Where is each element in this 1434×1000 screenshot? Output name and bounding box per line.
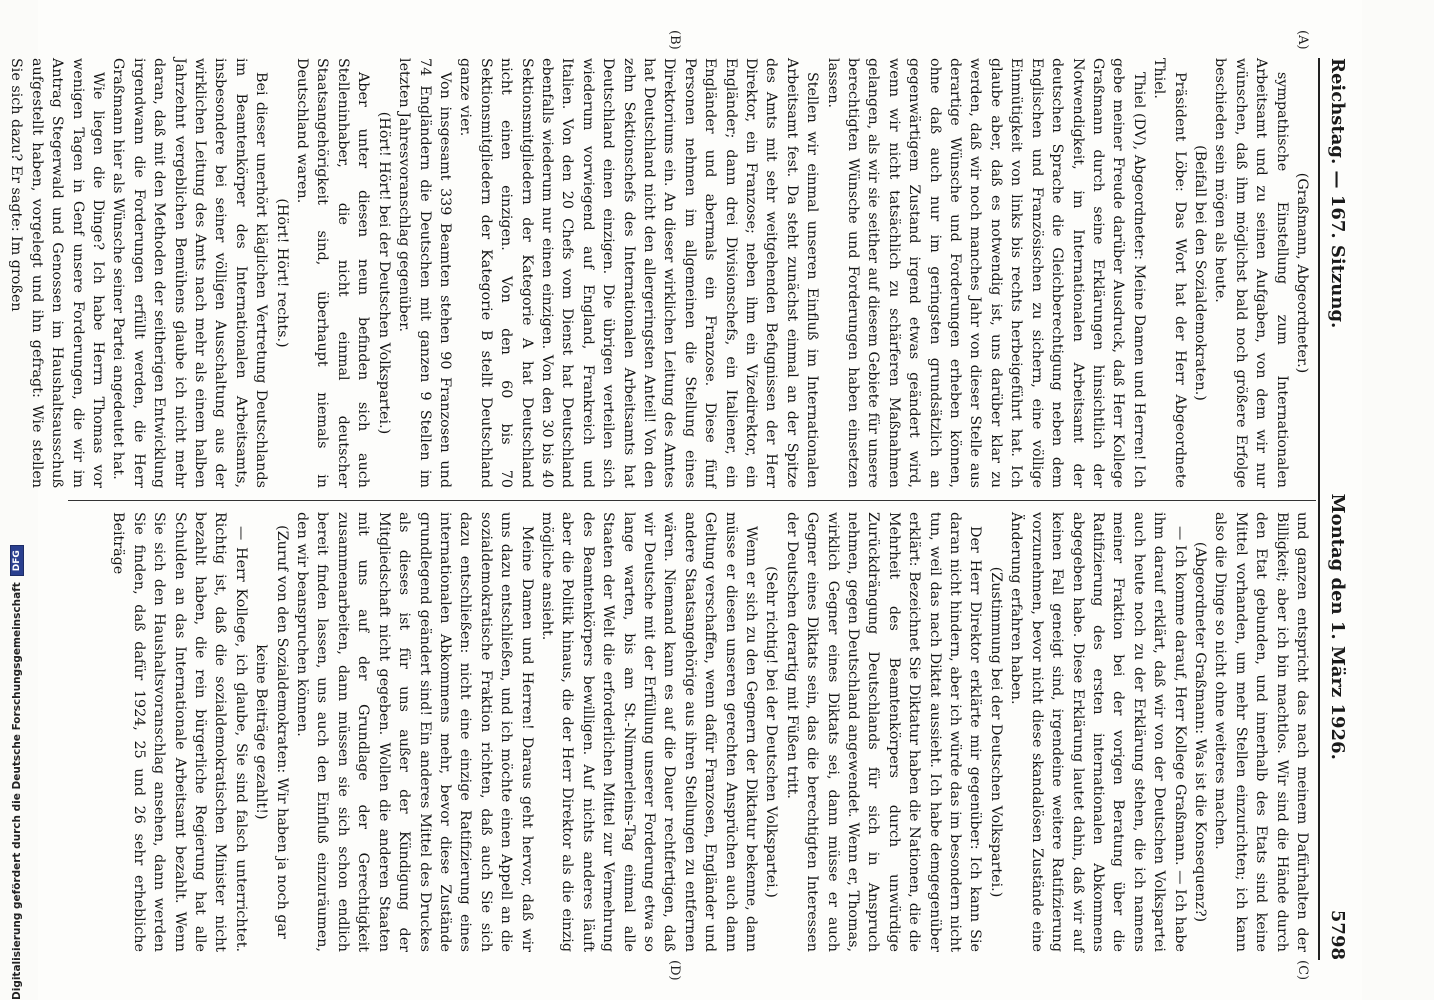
paragraph: Wie liegen die Dinge? Ich habe Herrn Thomas vor wenigen Tagen in Genf unsere Forderungen, die wir im Antrag Stegerwald und Genossen im Haushaltsausschuß aufgestellt haben, vorgelegt und ihn gefragt: Wie stellen Sie sich dazu? Er sagte: Im großen	[8, 58, 107, 488]
interjection: (Hört! Hört! bei der Deutschen Volkspartei.)	[375, 111, 392, 435]
paragraph: Thiel (DV), Abgeordneter: Meine Damen und Herren! Ich gebe meiner Freude darüber Ausdruck, daß Herr Kollege Graßmann durch seine Erklärungen hinsichtlich der Notwendigkeit, im Internationalen Arbeitsamt der deutschen Sprache die Gleichberechtigung neben dem Englischen und Französischen zu sichern, eine völlige Einmütigkeit von links bis rechts herbeigeführt hat. Ich glaube aber, daß es notwendig ist, uns darüber klar zu werden, daß wir noch manches Jahr von dieser Stelle aus derartige Wünsche und Forderungen erheben können, ohne daß auch nur im geringsten grundsätzlich an gegenwärtigem Zustand irgend etwas geändert wird, wenn wir nicht tatsächlich zu schärferen Maßnahmen gelangen, als wir sie seither auf diesem Gebiete für unsere berechtigten Wünsche und Forderungen haben einsetzen lassen.	[824, 58, 1147, 488]
page-number: 5798	[1327, 909, 1348, 960]
paragraph: Der Herr Direktor erklärte mir gegenüber: Ich kann Sie daran nicht hindern, aber ich würde das im besondern nicht tun, weil das nach Diktat aussieht. Ich habe demgegenüber erklärt: Bezeichnet Sie Diktatur haben die Nationen, die die Mehrheit des Beamtenkörpers durch unwürdige Zurückdrängung Deutschlands für sich in Anspruch nehmen, gegen Deutschland angewendet. Wenn er, Thomas, wirklich Gegner eines Diktats sei, dann müsse er auch Gegner eines Diktats sein, das die berechtigten Interessen der Deutschen derartig mit Füßen tritt.	[783, 512, 984, 952]
speaker-continuation: (Graßmann, Abgeordneter.)	[1294, 172, 1310, 374]
paragraph: Von insgesamt 339 Beamten stehen 90 Franzosen und 74 Engländern die Deutschen mit ganzen 9 Stellen im letzten Jahresvoranschlag gegenüber.	[396, 58, 453, 488]
margin-mark-c: (C)	[1295, 960, 1310, 981]
interjection: (Abgeordneter Graßmann: Was ist die Konsequenz?)	[1191, 541, 1208, 923]
paragraph: Aber unter diesen neun befinden sich auch Stelleninhaber, die nicht einmal deutscher Staatsangehörigkeit sind, überhaupt niemals in Deutschland waren.	[294, 58, 372, 488]
interjection: (Beifall bei den Sozialdemokraten.)	[1191, 145, 1208, 401]
left-column	[8, 58, 1312, 488]
paragraph: Stellen wir einmal unseren Einfluß im Internationalen Arbeitsamt fest. Da steht zunächst einmal an der Spitze des Amts mit sehr weitgehenden Befugnissen der Herr Direktor, ein Franzose; neben ihm ein Vizedirektor, ein Engländer; dann drei Divisionschefs, ein Italiener, ein Engländer und abermals ein Franzose. Diese fünf Personen nehmen im allgemeinen die Stellung eines Direktoriums ein. An dieser wirklichen Leitung des Amtes hat Deutschland nicht den allergeringsten Anteil! Von den zehn Sektionschefs des Internationalen Arbeitsamts hat Deutschland einen einzigen. Die übrigen verteilen sich wiederum vorwiegend auf England, Frankreich und Italien. Von den 20 Chefs vom Dienst hat Deutschland ebenfalls wiederum nur einen einzigen. Von den 30 bis 40 Sektionsmitgliedern der Kategorie A hat Deutschland nicht einen einzigen. Von den 60 bis 70 Sektionsmitgliedern der Kategorie B stellt Deutschland ganze vier.	[457, 58, 821, 488]
paragraph: — Ich komme darauf, Herr Kollege Graßmann. — Ich habe ihm darauf erklärt, daß wir von der Deutschen Volkspartei auch heute noch zu der Erklärung stehen, die ich namens meiner Fraktion bei der vorigen Beratung über die Ratifizierung des ersten internationalen Abkommens abgegeben habe. Diese Erklärung lautet dahin, daß wir auf keinen Fall geneigt sind, irgendeine weitere Ratifizierung vorzunehmen, bevor nicht diese skandalösen Zustände eine Änderung erfahren haben.	[1008, 512, 1188, 952]
paragraph: sympathische Einstellung zum Internationalen Arbeitsamt und zu seinen Aufgaben, von dem wir nur wünschen, daß ihm möglichst bald noch größere Erfolge beschieden sein mögen als heute.	[1212, 58, 1290, 488]
dfg-logo: DFG	[10, 545, 24, 576]
header-right	[1327, 494, 1348, 960]
page-header	[1322, 58, 1348, 960]
header-date: Montag den 1. März 1926.	[1327, 493, 1348, 760]
interjection: (Sehr richtig! bei der Deutschen Volkspartei.)	[763, 566, 780, 898]
right-column	[58, 512, 1312, 952]
paragraph: — Herr Kollege, ich glaube, Sie sind falsch unterrichtet. Richtig ist, daß die sozialdemokratischen Minister nicht bezahlt haben, die rein bürgerliche Regierung hat alle Schulden an das Internationale Arbeitsamt bezahlt. Wenn Sie sich den Haushaltsvoranschlag ansehen, dann werden Sie finden, daß dafür 1924, 25 und 26 sehr erhebliche Beiträge	[110, 512, 249, 952]
paragraph: Präsident Löbe: Das Wort hat der Herr Abgeordnete Thiel.	[1151, 58, 1188, 488]
paragraph: Bei dieser unerhört kläglichen Vertretung Deutschlands im Beamtenkörper des Internationalen Arbeitsamts, insbesondere bei seiner völligen Ausschaltung aus der wirklichen Leitung des Amts nach mehr als einem halben Jahrzehnt vergeblichen Bemühens glaube ich nicht mehr daran, daß mit den Methoden der seitherigen Entwicklung irgendwann die Forderungen erfüllt werden, die Herr Graßmann hier als Wünsche seiner Partei angedeutet hat.	[110, 58, 270, 488]
paragraph: Meine Damen und Herren! Daraus geht hervor, daß wir uns dazu entschließen, und ich möchte einen Appell an die sozialdemokratische Fraktion richten, daß auch Sie sich dazu entschließen: nicht eine einzige Ratifizierung eines internationalen Abkommens mehr, bevor diese Zustände grundlegend geändert sind! Ein anderes Mittel des Druckes als dieses ist für uns außer der Kündigung der Mitgliedschaft nicht gegeben. Wollen die anderen Staaten mit uns auf der Grundlage der Gerechtigkeit zusammenarbeiten, dann müssen sie sich schon endlich bereit finden lassen, uns auch den Einfluß einzuräumen, den wir beanspruchen können.	[294, 512, 535, 952]
margin-mark-a: (A)	[1295, 30, 1310, 50]
interjection: (Zuruf von den Sozialdemokraten: Wir haben ja noch gar keine Beiträge gezahlt!)	[253, 525, 290, 939]
paragraph: Wenn er sich zu den Gegnern der Diktatur bekenne, dann müsse er diesen unseren gerechten Ansprüchen auch dann Geltung verschaffen, wenn dafür Franzosen, Engländer und andere Staatsangehörige aus ihren Stellungen zu entfernen wären. Niemand kann es auf die Dauer rechtfertigen, daß wir Deutsche mit der Erfüllung unserer Forderung etwa so lange warten, bis am St.-Nimmerleins-Tag einmal alle Staaten der Welt die erforderlichen Mittel zur Vermehrung des Beamtenkörpers bewilligen. Auf nichts anderes läuft aber die Politik hinaus, die der Herr Direktor als die einzig mögliche ansieht.	[538, 512, 760, 952]
credit-text: Digitalisierung gefördert durch die Deutsche Forschungsgemeinschaft	[11, 582, 23, 1000]
interjection: (Zustimmung bei der Deutschen Volkspartei.)	[987, 566, 1004, 898]
digitization-credit	[6, 0, 28, 1000]
header-rule	[1318, 58, 1320, 960]
margin-mark-b: (B)	[667, 30, 682, 50]
column-divider	[68, 500, 1316, 501]
margin-mark-d: (D)	[667, 960, 682, 981]
interjection: (Hört! Hört! rechts.)	[273, 198, 290, 348]
header-left: Reichstag. — 167. Sitzung.	[1327, 58, 1348, 329]
paragraph: und ganzen entspricht das nach meinem Dafürhalten der Billigkeit; aber ich bin machtlos. Wir sind die Hände durch den Etat gebunden, und innerhalb des Etats sind keine Mittel vorhanden, um mehr Stellen einzurichten; ich kann also die Dinge so nicht ohne weiteres machen.	[1212, 512, 1310, 952]
